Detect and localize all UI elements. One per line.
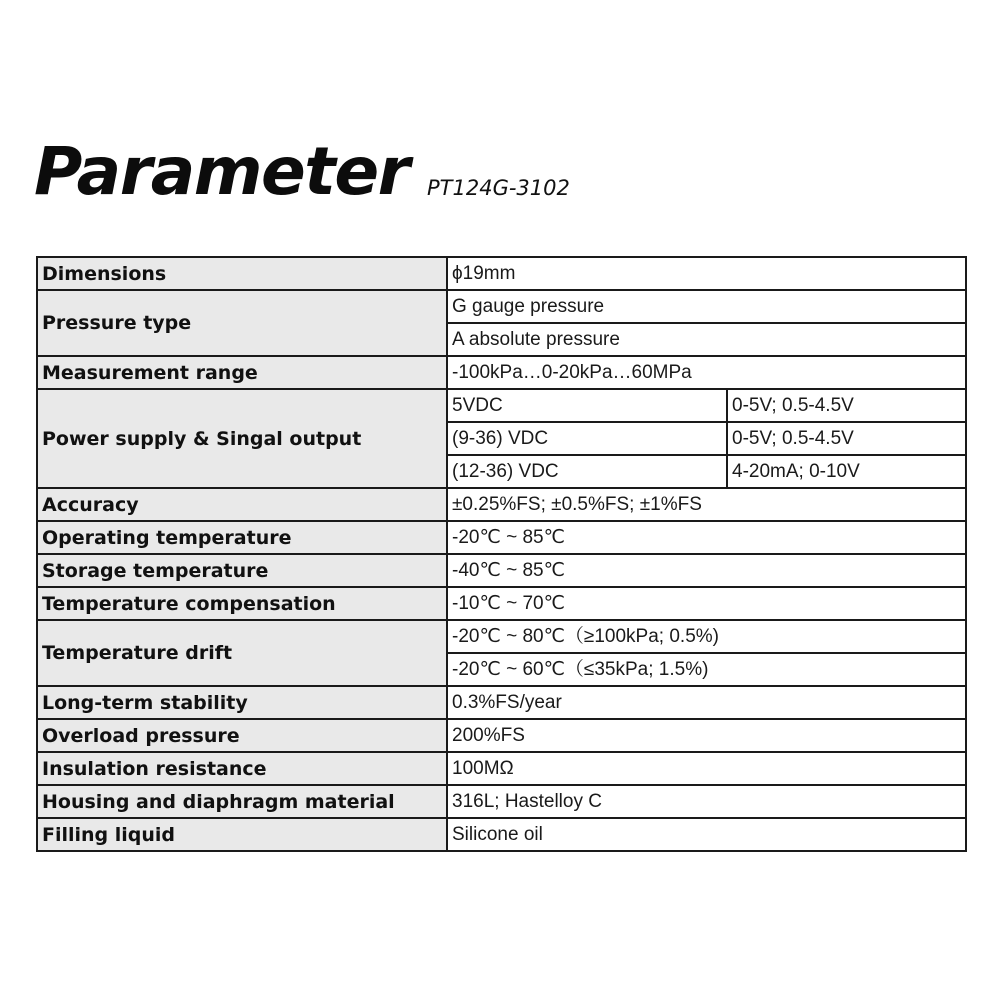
page-title: Parameter: [34, 133, 409, 210]
table-row: [37, 257, 966, 290]
power-supply-label: Power supply & Singal output: [37, 389, 447, 488]
pressure-type-absolute: A absolute pressure: [447, 323, 966, 356]
housing-material-label: Housing and diaphragm material: [37, 785, 447, 818]
accuracy-label: Accuracy: [37, 488, 447, 521]
temperature-drift-label: Temperature drift: [37, 620, 447, 686]
table-row: [37, 620, 966, 653]
long-term-stability-value: 0.3%FS/year: [447, 686, 966, 719]
signal-output-value: 0-5V; 0.5-4.5V: [727, 389, 966, 422]
table-row: [37, 785, 966, 818]
table-row: [37, 587, 966, 620]
table-row: [37, 752, 966, 785]
power-supply-value: (12-36) VDC: [447, 455, 727, 488]
power-supply-value: (9-36) VDC: [447, 422, 727, 455]
insulation-resistance-label: Insulation resistance: [37, 752, 447, 785]
table-row: [37, 290, 966, 323]
storage-temperature-label: Storage temperature: [37, 554, 447, 587]
table-row: [37, 488, 966, 521]
operating-temperature-value: -20℃ ~ 85℃: [447, 521, 966, 554]
power-supply-value: 5VDC: [447, 389, 727, 422]
insulation-resistance-value: 100MΩ: [447, 752, 966, 785]
dimensions-value: ϕ19mm: [447, 257, 966, 290]
temperature-drift-value: -20℃ ~ 60℃（≤35kPa; 1.5%): [447, 653, 966, 686]
dimensions-label: Dimensions: [37, 257, 447, 290]
table-row: [37, 719, 966, 752]
overload-pressure-value: 200%FS: [447, 719, 966, 752]
overload-pressure-label: Overload pressure: [37, 719, 447, 752]
table-row: [37, 554, 966, 587]
signal-output-value: 4-20mA; 0-10V: [727, 455, 966, 488]
table-row: [37, 356, 966, 389]
table-row: [37, 686, 966, 719]
temperature-drift-value: -20℃ ~ 80℃（≥100kPa; 0.5%): [447, 620, 966, 653]
housing-material-value: 316L; Hastelloy C: [447, 785, 966, 818]
long-term-stability-label: Long-term stability: [37, 686, 447, 719]
pressure-type-gauge: G gauge pressure: [447, 290, 966, 323]
operating-temperature-label: Operating temperature: [37, 521, 447, 554]
filling-liquid-value: Silicone oil: [447, 818, 966, 851]
table-row: [37, 818, 966, 851]
temperature-compensation-value: -10℃ ~ 70℃: [447, 587, 966, 620]
accuracy-value: ±0.25%FS; ±0.5%FS; ±1%FS: [447, 488, 966, 521]
model-number: PT124G-3102: [427, 176, 570, 200]
signal-output-value: 0-5V; 0.5-4.5V: [727, 422, 966, 455]
table-row: [37, 389, 966, 422]
temperature-compensation-label: Temperature compensation: [37, 587, 447, 620]
measurement-range-label: Measurement range: [37, 356, 447, 389]
table-row: [37, 521, 966, 554]
filling-liquid-label: Filling liquid: [37, 818, 447, 851]
pressure-type-label: Pressure type: [37, 290, 447, 356]
measurement-range-value: -100kPa…0-20kPa…60MPa: [447, 356, 966, 389]
storage-temperature-value: -40℃ ~ 85℃: [447, 554, 966, 587]
parameter-table: [36, 256, 967, 852]
